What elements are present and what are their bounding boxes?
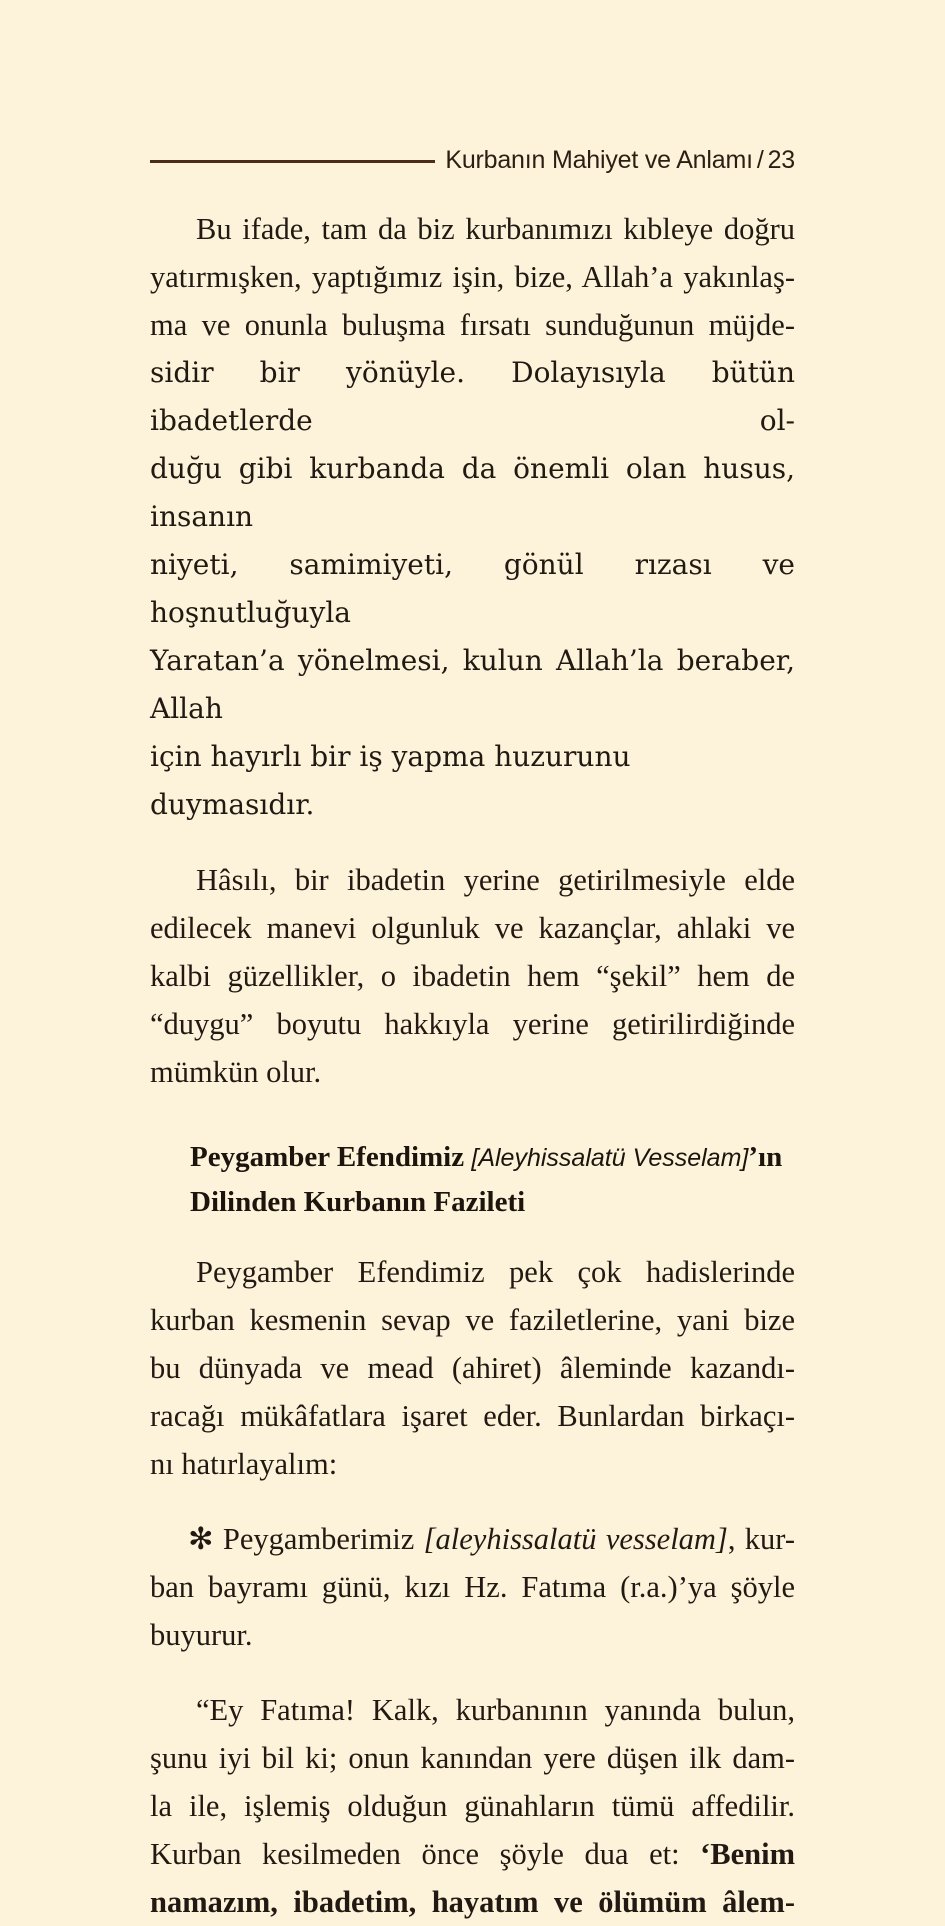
line: kalbi güzellikler, o ibadetin hem “şekil” hem de xyxy=(150,959,795,993)
line: la ile, işlemiş olduğun günahların tümü affedilir. xyxy=(150,1789,795,1823)
paragraph-2 xyxy=(150,856,795,1096)
line: Hâsılı, bir ibadetin yerine getirilmesiyle elde xyxy=(196,863,795,897)
line: Bu ifade, tam da biz kurbanımızı kıbleye doğru xyxy=(196,212,795,246)
page-number: 23 xyxy=(767,145,795,174)
section-spacer xyxy=(150,1123,795,1135)
line: “Ey Fatıma! Kalk, kurbanının yanında bulun, xyxy=(196,1693,795,1727)
line: “duygu” boyutu hakkıyla yerine getirilirdiğinde xyxy=(150,1007,795,1041)
line-tail: , kur- xyxy=(727,1522,795,1556)
line: kurban kesmenin sevap ve faziletlerine, yani bize xyxy=(150,1303,795,1337)
line: racağı mükâfatlara işaret eder. Bunlardan birkaçı- xyxy=(150,1399,795,1433)
line: buyurur. xyxy=(150,1618,253,1652)
running-head-title: Kurbanın Mahiyet ve Anlamı xyxy=(445,145,753,174)
line: edilecek manevi olgunluk ve kazançlar, ahlaki ve xyxy=(150,911,795,945)
line: şunu iyi bil ki; onun kanından yere düşen ilk dam- xyxy=(150,1741,795,1775)
line: ma ve onunla buluşma fırsatı sunduğunun müjde- xyxy=(150,308,795,342)
heading-bold-start: Peygamber Efendimiz xyxy=(190,1141,465,1173)
header-rule xyxy=(150,160,435,163)
paragraph-3 xyxy=(150,1248,795,1488)
prophet-name: Peygamberimiz xyxy=(222,1522,415,1556)
line: nı hatırlayalım: xyxy=(150,1447,338,1481)
line: mümkün olur. xyxy=(150,1055,322,1089)
paragraph-5 xyxy=(150,1686,795,1926)
line: ban bayramı günü, kızı Hz. Fatıma (r.a.)’ya şöyle xyxy=(150,1570,795,1604)
section-heading xyxy=(150,1135,795,1224)
line: yatırmışken, yaptığımız işin, bize, Allah’a yakınlaş- xyxy=(150,260,795,294)
line-lead: Kurban kesilmeden önce şöyle dua et: xyxy=(150,1837,701,1871)
line: duğu gibi kurbanda da önemli olan husus, insanın xyxy=(150,452,795,533)
heading-honorific: [Aleyhissalatü Vesselam] xyxy=(471,1144,749,1172)
running-head xyxy=(150,140,795,180)
heading-bold-end: ’ın xyxy=(748,1141,783,1173)
line: niyeti, samimiyeti, gönül rızası ve hoşnutluğuyla xyxy=(150,548,795,629)
honorific-italic: [aleyhissalatü vesselam] xyxy=(423,1522,728,1556)
line-with-bullet xyxy=(150,1515,795,1563)
line: için hayırlı bir iş yapma huzurunu duymasıdır. xyxy=(150,740,631,821)
line-with-bold-tail xyxy=(150,1830,795,1878)
line: Peygamber Efendimiz pek çok hadislerinde xyxy=(196,1255,795,1289)
section-heading-line-2: Dilinden Kurbanın Fazileti xyxy=(190,1186,526,1218)
running-head-text xyxy=(445,146,795,175)
running-head-separator: / xyxy=(756,145,764,174)
section-heading-line-1 xyxy=(190,1135,795,1180)
line: sidir bir yönüyle. Dolayısıyla bütün ibadetlerde ol- xyxy=(150,356,795,437)
asterisk-bullet-icon: ✻ xyxy=(188,1522,214,1556)
line: bu dünyada ve mead (ahiret) âleminde kazandı- xyxy=(150,1351,795,1385)
paragraph-4 xyxy=(150,1515,795,1659)
body-text xyxy=(150,205,795,1926)
line: Yaratan’a yönelmesi, kulun Allah’la beraber, Allah xyxy=(150,644,795,725)
quoted-prayer-open: ‘Benim xyxy=(700,1837,795,1871)
quoted-prayer-line: namazım, ibadetim, hayatım ve ölümüm âlem- xyxy=(150,1885,795,1919)
paragraph-1 xyxy=(150,205,795,829)
